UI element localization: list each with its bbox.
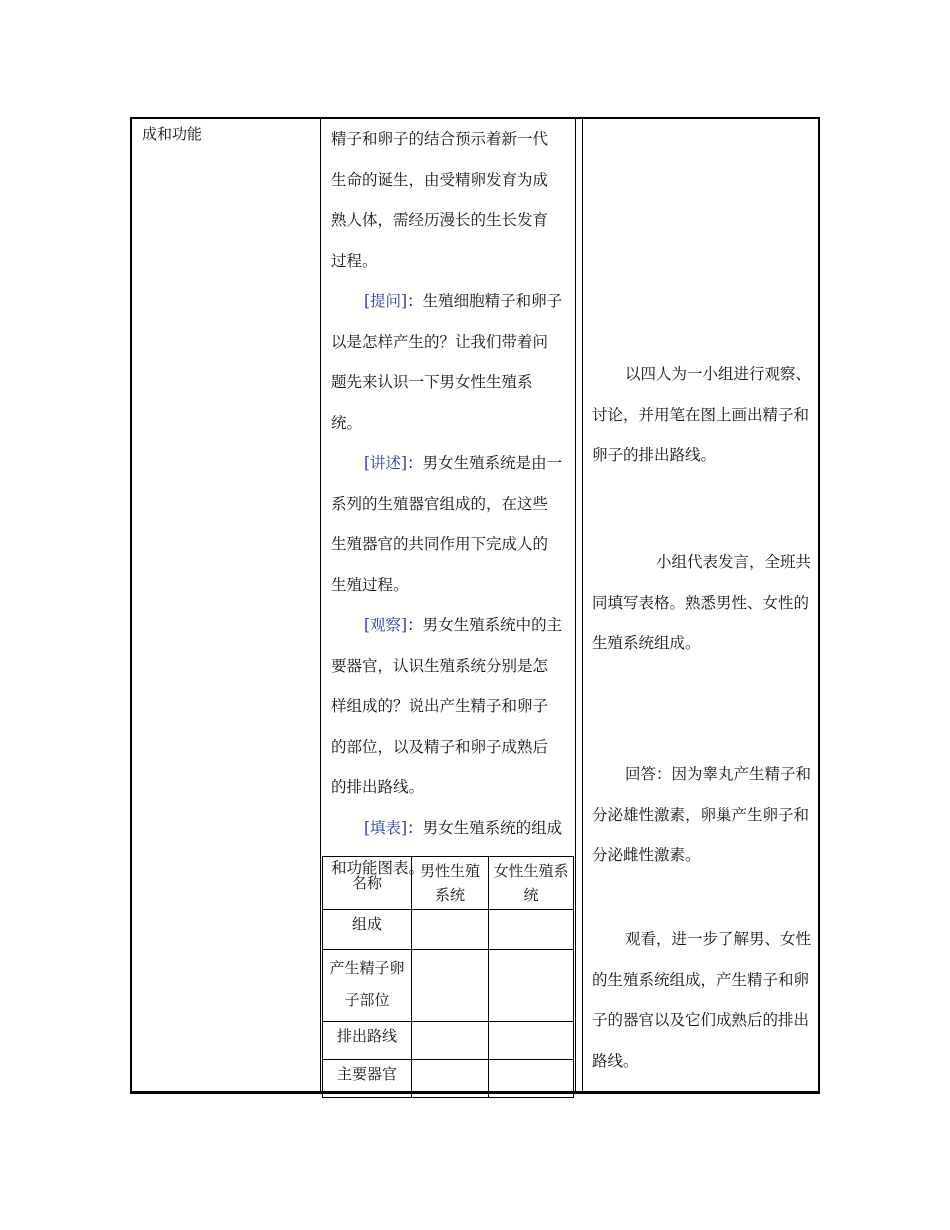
reproductive-system-table [322,856,574,1098]
table-cell[interactable] [489,1060,574,1098]
table-row [323,910,574,950]
header-female: 女性生殖系统 [489,857,574,910]
header-name: 名称 [323,857,412,910]
table-cell[interactable] [412,1022,489,1060]
column-divider-2a [575,119,576,1091]
row-label-cell: 主要器官 [323,1060,412,1098]
table-header-row [323,857,574,910]
table-cell[interactable] [489,910,574,950]
lecture-paragraph [331,443,563,605]
table-row [323,1022,574,1060]
row-label: 成和功能 [142,125,203,143]
header-male: 男性生殖系统 [412,857,489,910]
student-paragraph-3: 回答：因为睾丸产生精子和分泌雄性激素，卵巢产生卵子和分泌雌性激素。 [592,765,812,864]
row-label-cell: 组成 [323,910,412,950]
observe-paragraph [331,605,563,808]
fill-text: ：男女生殖系统的组成和功能图表。 [331,818,563,877]
intro-paragraph: 精子和卵子的结合预示着新一代生命的诞生，由受精卵发育为成熟人体，需经历漫长的生长发育过程。 [331,130,549,270]
question-paragraph [331,281,563,443]
column-divider-1 [320,119,321,1091]
observe-text: ：男女生殖系统中的主要器官，认识生殖系统分别是怎样组成的？说出产生精子和卵子的部位，以及精子和卵子成熟后的排出路线。 [331,616,563,796]
lecture-text: ：男女生殖系统是由一系列的生殖器官组成的，在这些生殖器官的共同作用下完成人的生殖过程。 [331,454,563,594]
teacher-activity [331,119,563,889]
table-row [323,950,574,1022]
observe-tag: [观察] [364,616,408,634]
table-row [323,1060,574,1098]
column-divider-2b [582,119,583,1091]
table-cell[interactable] [412,910,489,950]
row-label-cell: 排出路线 [323,1022,412,1060]
lesson-table [130,117,820,1094]
row-label-cell: 产生精子卵子部位 [323,950,412,1022]
student-paragraph-2: 小组代表发言，全班共同填写表格。熟悉男性、女性的生殖系统组成。 [592,553,812,652]
question-text: ：生殖细胞精子和卵子以是怎样产生的？让我们带着问题先来认识一下男女性生殖系统。 [331,292,563,432]
fill-tag: [填表] [364,818,408,837]
student-paragraph-1: 以四人为一小组进行观察、讨论，并用笔在图上画出精子和卵子的排出路线。 [592,365,812,464]
question-tag: [提问] [364,292,408,310]
table-cell[interactable] [412,1060,489,1098]
student-paragraph-4: 观看，进一步了解男、女性的生殖系统组成，产生精子和卵子的器官以及它们成熟后的排出路线。 [592,930,812,1070]
lecture-tag: [讲述] [364,454,408,472]
table-cell[interactable] [412,950,489,1022]
table-cell[interactable] [489,950,574,1022]
table-cell[interactable] [489,1022,574,1060]
